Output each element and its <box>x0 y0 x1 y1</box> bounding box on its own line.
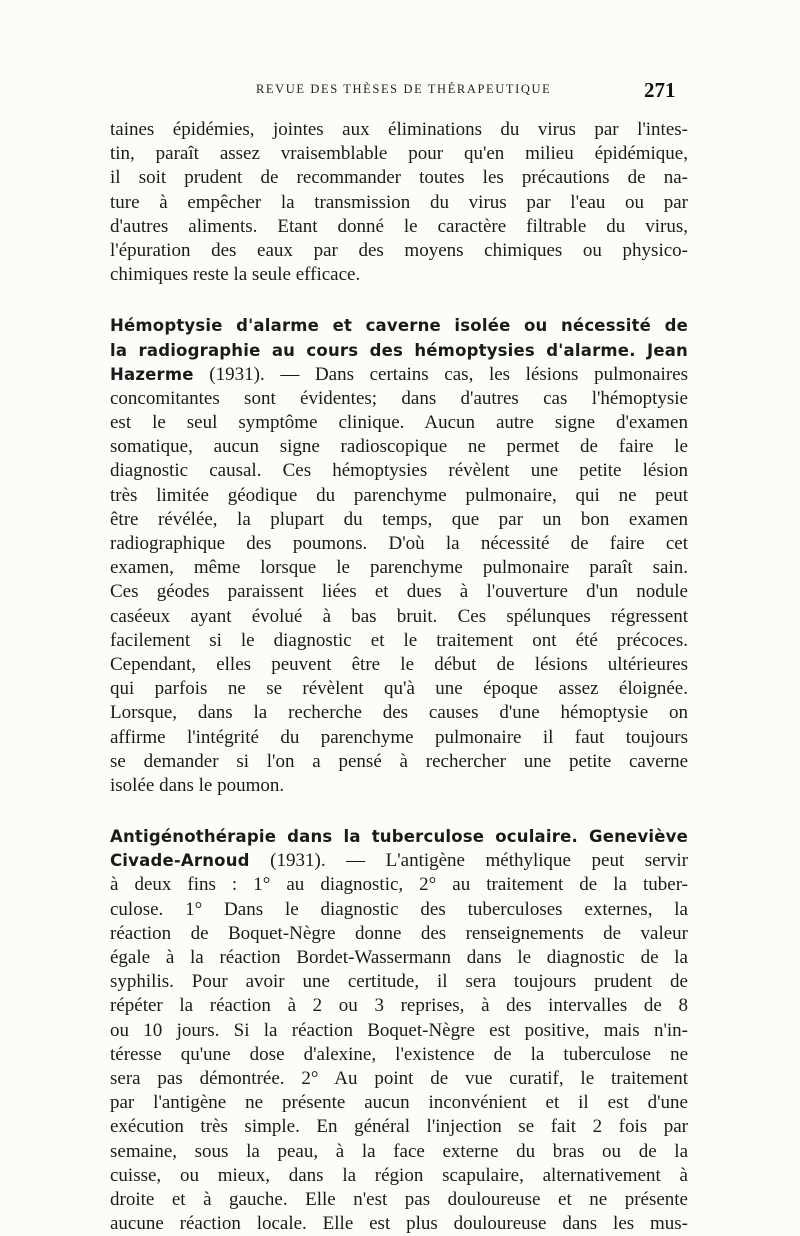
text-line <box>110 459 688 483</box>
text-line <box>110 142 688 166</box>
line-text: culose. 1° Dans le diagnostic des tuberculoses externes, la <box>110 898 688 920</box>
section-heading: Civade-Arnoud <box>110 851 250 871</box>
text-line <box>110 849 688 873</box>
line-text: cuisse, ou mieux, dans la région scapulaire, alternativement à <box>110 1164 688 1186</box>
line-text: est le seul symptôme clinique. Aucun autre signe d'examen <box>110 412 688 434</box>
line-text: concomitantes sont évidentes; dans d'autres cas l'hémoptysie <box>110 387 688 409</box>
text-line <box>110 435 688 459</box>
line-text: isolée dans le poumon. <box>110 774 285 796</box>
line-text: sera pas démontrée. 2° Au point de vue curatif, le traitement <box>110 1067 688 1089</box>
line-text: Lorsque, dans la recherche des causes d'une hémoptysie on <box>110 702 688 724</box>
text-line <box>110 946 688 970</box>
line-text: facilement si le diagnostic et le traitement ont été précoces. <box>110 629 688 651</box>
text-line <box>110 873 688 897</box>
text-line <box>110 774 688 798</box>
text-line <box>110 411 688 435</box>
text-line <box>110 118 688 142</box>
text-line <box>110 1115 688 1139</box>
line-text: radiographique des poumons. D'où la nécessité de faire cet <box>110 533 688 554</box>
paragraph <box>110 314 688 798</box>
section-heading: Hémoptysie d'alarme et caverne isolée ou nécessité de <box>110 316 688 336</box>
line-text: exécution très simple. En général l'injection se fait 2 fois par <box>110 1116 688 1138</box>
text-line <box>110 994 688 1018</box>
text-line <box>110 605 688 629</box>
line-text: taines épidémies, jointes aux éliminations du virus par l'intes- <box>110 119 688 140</box>
text-line <box>110 1164 688 1188</box>
text-line <box>110 1043 688 1067</box>
text-line <box>110 263 688 287</box>
text-line <box>110 1019 688 1043</box>
text-line <box>110 701 688 725</box>
line-text: ou 10 jours. Si la réaction Boquet-Nègre est positive, mais n'in- <box>110 1019 688 1041</box>
line-text: somatique, aucun signe radioscopique ne permet de faire le <box>110 436 688 458</box>
section-heading: Antigénothérapie dans la tuberculose oculaire. Geneviève <box>110 827 688 847</box>
line-text: syphilis. Pour avoir une certitude, il sera toujours prudent de <box>110 971 688 993</box>
section-heading: Hazerme <box>110 364 194 384</box>
line-text: affirme l'intégrité du parenchyme pulmonaire il faut toujours <box>110 726 688 748</box>
text-line <box>110 1188 688 1212</box>
line-text: droite et à gauche. Elle n'est pas douloureuse et ne présente <box>110 1188 688 1210</box>
text-line <box>110 580 688 604</box>
text-line <box>110 339 688 363</box>
text-line <box>110 314 688 338</box>
text-line <box>110 484 688 508</box>
line-text: caséeux ayant évolué à bas bruit. Ces spélunques régressent <box>110 605 688 627</box>
text-line <box>110 898 688 922</box>
line-text: Ces géodes paraissent liées et dues à l'ouverture d'un nodule <box>110 581 688 603</box>
line-text: tin, paraît assez vraisemblable pour qu'en milieu épidémique, <box>110 143 688 165</box>
text-line <box>110 166 688 190</box>
text-line <box>110 508 688 532</box>
line-text: Cependant, elles peuvent être le début de lésions ultérieures <box>110 653 688 675</box>
text-line <box>110 653 688 677</box>
line-text: (1931). — Dans certains cas, les lésions pulmonaires <box>193 363 688 385</box>
text-line <box>110 1212 688 1236</box>
line-text: égale à la réaction Bordet-Wassermann dans le diagnostic de la <box>110 947 688 968</box>
line-text: il soit prudent de recommander toutes les précautions de na- <box>110 167 688 189</box>
line-text: (1931). — L'antigène méthylique peut servir <box>249 850 688 872</box>
text-line <box>110 1067 688 1091</box>
line-text: aucune réaction locale. Elle est plus douloureuse dans les mus- <box>110 1213 688 1235</box>
line-text: examen, même lorsque le parenchyme pulmonaire paraît sain. <box>110 557 688 579</box>
paragraph-gap <box>110 798 688 825</box>
section-heading: la radiographie au cours des hémoptysies d'alarme. Jean <box>110 340 688 360</box>
text-line <box>110 922 688 946</box>
body-text <box>110 118 688 1236</box>
line-text: répéter la réaction à 2 ou 3 reprises, à des intervalles de 8 <box>110 995 688 1017</box>
text-line <box>110 726 688 750</box>
text-line <box>110 1140 688 1164</box>
text-line <box>110 556 688 580</box>
line-text: l'épuration des eaux par des moyens chimiques ou physico- <box>110 239 688 261</box>
line-text: être révélée, la plupart du temps, que par un bon examen <box>110 508 688 530</box>
paragraph <box>110 118 688 287</box>
text-line <box>110 1091 688 1115</box>
page-header <box>0 78 800 104</box>
line-text: d'autres aliments. Etant donné le caractère filtrable du virus, <box>110 215 688 237</box>
page-number: 271 <box>644 78 676 102</box>
running-title: REVUE DES THÈSES DE THÉRAPEUTIQUE <box>256 82 552 96</box>
line-text: qui parfois ne se révèlent qu'à une époque assez éloignée. <box>110 678 688 700</box>
line-text: très limitée géodique du parenchyme pulmonaire, qui ne peut <box>110 484 688 506</box>
text-line <box>110 532 688 556</box>
text-line <box>110 970 688 994</box>
paragraph <box>110 825 688 1236</box>
line-text: à deux fins : 1° au diagnostic, 2° au traitement de la tuber- <box>110 874 688 896</box>
line-text: par l'antigène ne présente aucun inconvénient et il est d'une <box>110 1092 688 1114</box>
line-text: se demander si l'on a pensé à rechercher une petite caverne <box>110 750 688 772</box>
line-text: diagnostic causal. Ces hémoptysies révèlent une petite lésion <box>110 460 688 482</box>
text-line <box>110 191 688 215</box>
text-line <box>110 363 688 387</box>
line-text: semaine, sous la peau, à la face externe du bras ou de la <box>110 1140 688 1162</box>
text-line <box>110 387 688 411</box>
text-line <box>110 629 688 653</box>
line-text: ture à empêcher la transmission du virus par l'eau ou par <box>110 191 688 213</box>
text-line <box>110 677 688 701</box>
text-line <box>110 215 688 239</box>
text-line <box>110 825 688 849</box>
paragraph-gap <box>110 287 688 314</box>
text-line <box>110 750 688 774</box>
text-line <box>110 239 688 263</box>
line-text: téresse qu'une dose d'alexine, l'existence de la tuberculose ne <box>110 1043 688 1065</box>
line-text: chimiques reste la seule efficace. <box>110 264 361 286</box>
line-text: réaction de Boquet-Nègre donne des renseignements de valeur <box>110 922 688 944</box>
